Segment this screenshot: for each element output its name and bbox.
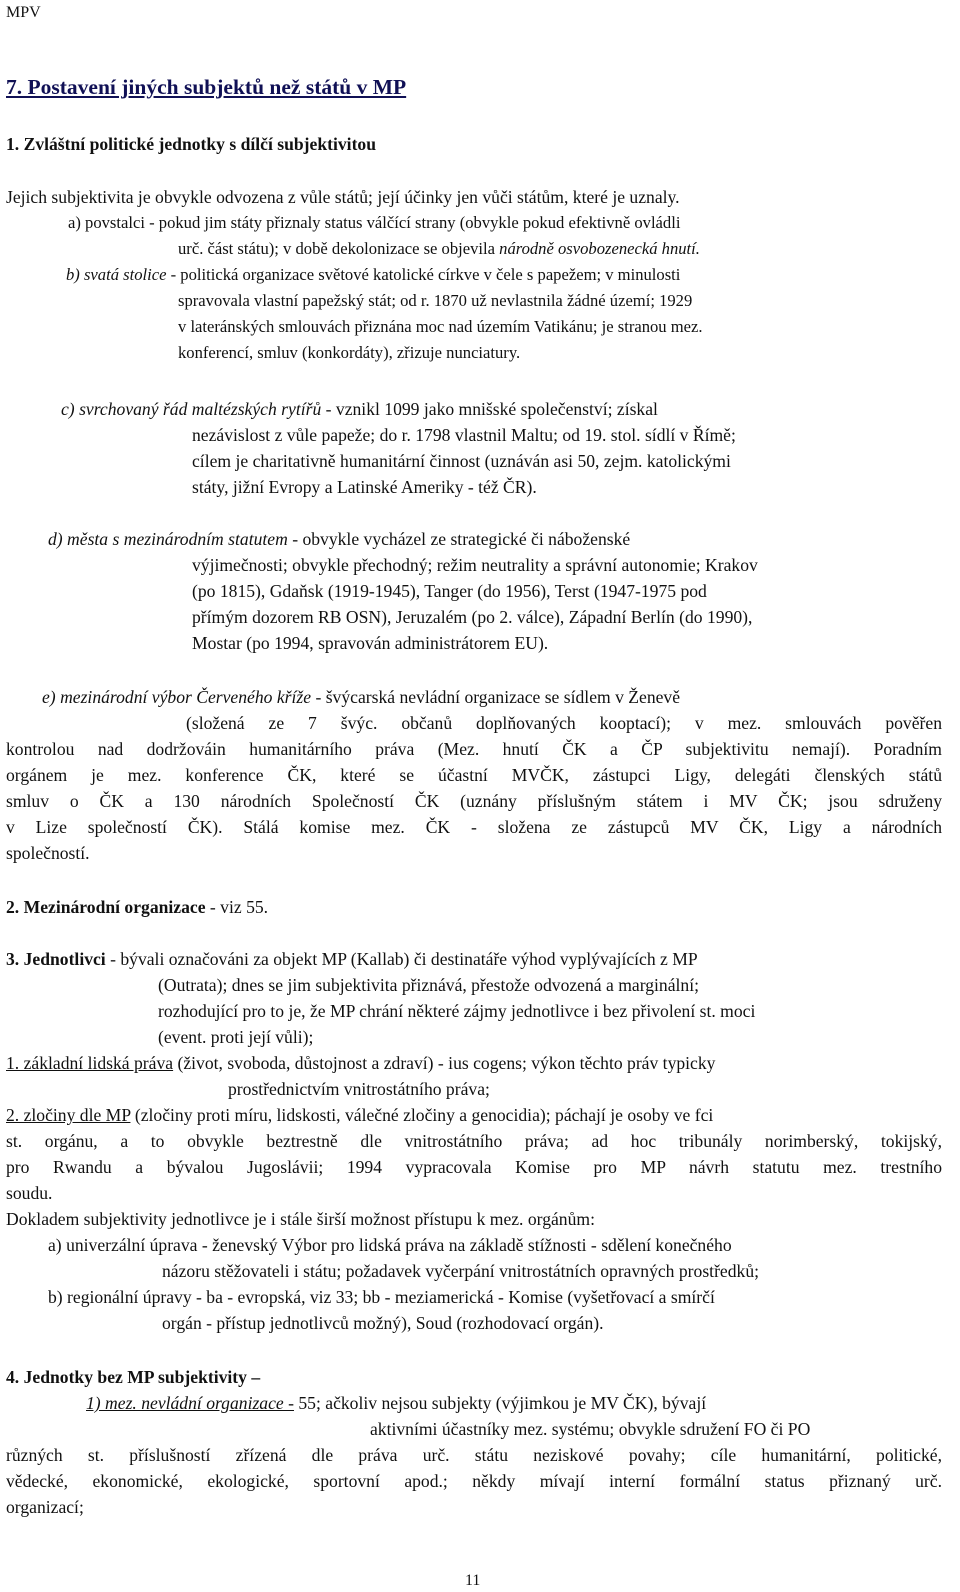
item-e-line4: orgánem je mez. konference ČK, které se účastní MVČK, zástupci Ligy, delegáti členských států — [6, 765, 942, 785]
item-b-line4: konferencí, smluv (konkordáty), zřizuje nunciatury. — [178, 343, 521, 362]
section4-line4: vědecké, ekonomické, ekologické, sportovní apod.; někdy mívají interní formální status přiznaný urč. — [6, 1471, 942, 1491]
item-a-line1: a) povstalci - pokud jim státy přiznaly status válčící strany (obvykle pokud efektivně ovládli — [68, 213, 681, 232]
item-b-text: - politická organizace světové katolické církve v čele s papežem; v minulosti — [166, 265, 681, 284]
ngo-text: 55; ačkoliv nejsou subjekty (výjimkou je MV ČK), bývají — [293, 1393, 707, 1413]
page-number: 11 — [465, 1572, 481, 1589]
crimes-line3: pro Rwandu a bývalou Jugoslávii; 1994 vypracovala Komise pro MP návrh statutu mez. trestního — [6, 1157, 942, 1177]
item-b-line2: spravovala vlastní papežský stát; od r. 1870 už nevlastnila žádné území; 1929 — [178, 291, 693, 310]
item-d-line3: (po 1815), Gdaňsk (1919-1945), Tanger (do 1956), Terst (1947-1975 pod — [192, 581, 707, 601]
item-e-line2: (složená ze 7 švýc. občanů doplňovaných kooptací); v mez. smlouvách pověřen — [186, 713, 942, 733]
crimes-line4: soudu. — [6, 1183, 53, 1203]
item-b-line1 — [66, 264, 680, 286]
section3-line2: (Outrata); dnes se jim subjektivita přiznává, přestože odvozená a marginální; — [158, 975, 699, 995]
evidence-b-line1: b) regionální úpravy - ba - evropská, viz 33; bb - meziamerická - Komise (vyšetřovací a smírčí — [48, 1287, 715, 1307]
item-b-line3: v lateránských smlouvách přiznána moc nad územím Vatikánu; je stranou mez. — [178, 317, 703, 336]
item-c-text: - vznikl 1099 jako mnišské společenství; získal — [321, 399, 658, 419]
item-e-line1 — [42, 686, 680, 708]
item-a-line2 — [178, 238, 700, 260]
item-e-text: - švýcarská nevládní organizace se sídlem v Ženevě — [311, 687, 681, 707]
item-b-term: b) svatá stolice — [66, 265, 167, 284]
crimes-head — [6, 1104, 713, 1126]
section2-line — [6, 896, 268, 918]
rights-line1 — [6, 1052, 715, 1074]
chapter-heading: 7. Postavení jiných subjektů než států v MP — [6, 75, 407, 99]
item-c-line4: státy, jižní Evropy a Latinské Ameriky - též ČR). — [192, 477, 537, 497]
crimes-line1 — [6, 1104, 942, 1126]
item-d-line5: Mostar (po 1994, spravován administrátorem EU). — [192, 633, 549, 653]
section4-line1 — [86, 1392, 706, 1414]
crimes-text: (zločiny proti míru, lidskosti, válečné zločiny a genocidia); páchají je osoby ve fci — [130, 1105, 714, 1125]
crimes-line2: st. orgánu, a to obvykle beztrestně dle vnitrostátního práva; ad hoc tribunály norimberský, tokijský, — [6, 1131, 942, 1151]
item-d-text: - obvykle vycházel ze strategické či náboženské — [287, 529, 631, 549]
section4-line3: různých st. příslušností zřízená dle práva urč. státu neziskové povahy; cíle humanitární, politické, — [6, 1445, 942, 1465]
item-a-italic: národně osvobozenecká hnutí. — [499, 239, 700, 258]
running-header: MPV — [6, 4, 41, 21]
evidence-b-line2: orgán - přístup jednotlivců možný), Soud (rozhodovací orgán). — [162, 1313, 604, 1333]
section2-title: 2. Mezinárodní organizace — [6, 897, 206, 917]
section3-line3: rozhodující pro to je, že MP chrání některé zájmy jednotlivce i bez přivolení st. moci — [158, 1001, 756, 1021]
section4-line5: organizací; — [6, 1497, 84, 1517]
item-c-line2: nezávislost z vůle papeže; do r. 1798 vlastnil Maltu; od 19. stol. sídlí v Římě; — [192, 425, 736, 445]
rights-line2: prostřednictvím vnitrostátního práva; — [228, 1079, 490, 1099]
ngo-term: 1) mez. nevládní organizace - — [86, 1393, 294, 1413]
crimes-term: 2. zločiny dle MP — [6, 1105, 131, 1125]
rights-text: (život, svoboda, důstojnost a zdraví) - ius cogens; výkon těchto práv typicky — [173, 1053, 716, 1073]
item-e-term: e) mezinárodní výbor Červeného kříže — [42, 687, 312, 707]
evidence-line: Dokladem subjektivity jednotlivce je i stále širší možnost přístupu k mez. orgánům: — [6, 1209, 595, 1229]
section4-title: 4. Jednotky bez MP subjektivity – — [6, 1367, 261, 1387]
section3-line4: (event. proti její vůli); — [158, 1027, 314, 1047]
section3-text: - bývali označováni za objekt MP (Kallab) či destinatáře výhod vyplývajících z MP — [105, 949, 698, 969]
section4-line2: aktivními účastníky mez. systému; obvykle sdružení FO či PO — [370, 1419, 811, 1439]
evidence-a-line2: názoru stěžovateli i státu; požadavek vyčerpání vnitrostátních opravných prostředků; — [162, 1261, 760, 1281]
section2-text: - viz 55. — [205, 897, 269, 917]
item-d-term: d) města s mezinárodním statutem — [48, 529, 288, 549]
section3-title: 3. Jednotlivci — [6, 949, 106, 969]
item-e-line5: smluv o ČK a 130 národních Společností ČK (uznány příslušným státem i MV ČK; jsou sdruženy — [6, 791, 942, 811]
section3-line1 — [6, 948, 698, 970]
rights-term: 1. základní lidská práva — [6, 1053, 174, 1073]
section1-title: 1. Zvláštní politické jednotky s dílčí subjektivitou — [6, 134, 377, 154]
item-e-line7: společností. — [6, 843, 90, 863]
item-c-term: c) svrchovaný řád maltézských rytířů — [61, 399, 322, 419]
item-c-line1 — [61, 398, 658, 420]
item-d-line2: výjimečnosti; obvykle přechodný; režim neutrality a správní autonomie; Krakov — [192, 555, 758, 575]
item-e-line6: v Lize společností ČK). Stálá komise mez. ČK - složena ze zástupců MV ČK, Ligy a národních — [6, 817, 942, 837]
item-a-text: urč. část státu); v době dekolonizace se objevila — [178, 239, 500, 258]
evidence-a-line1: a) univerzální úprava - ženevský Výbor pro lidská práva na základě stížnosti - sdělení konečného — [48, 1235, 732, 1255]
item-e-line3: kontrolou nad dodržováin humanitárního práva (Mez. hnutí ČK a ČP subjektivitu nemají). Poradním — [6, 739, 942, 759]
item-d-line4: přímým dozorem RB OSN), Jeruzalém (po 2. válce), Západní Berlín (do 1990), — [192, 607, 753, 627]
item-d-line1 — [48, 528, 630, 550]
item-c-line3: cílem je charitativně humanitární činnost (uznáván asi 50, zejm. katolickými — [192, 451, 731, 471]
section1-intro: Jejich subjektivita je obvykle odvozena z vůle států; její účinky jen vůči státům, které je uznaly. — [6, 187, 680, 207]
